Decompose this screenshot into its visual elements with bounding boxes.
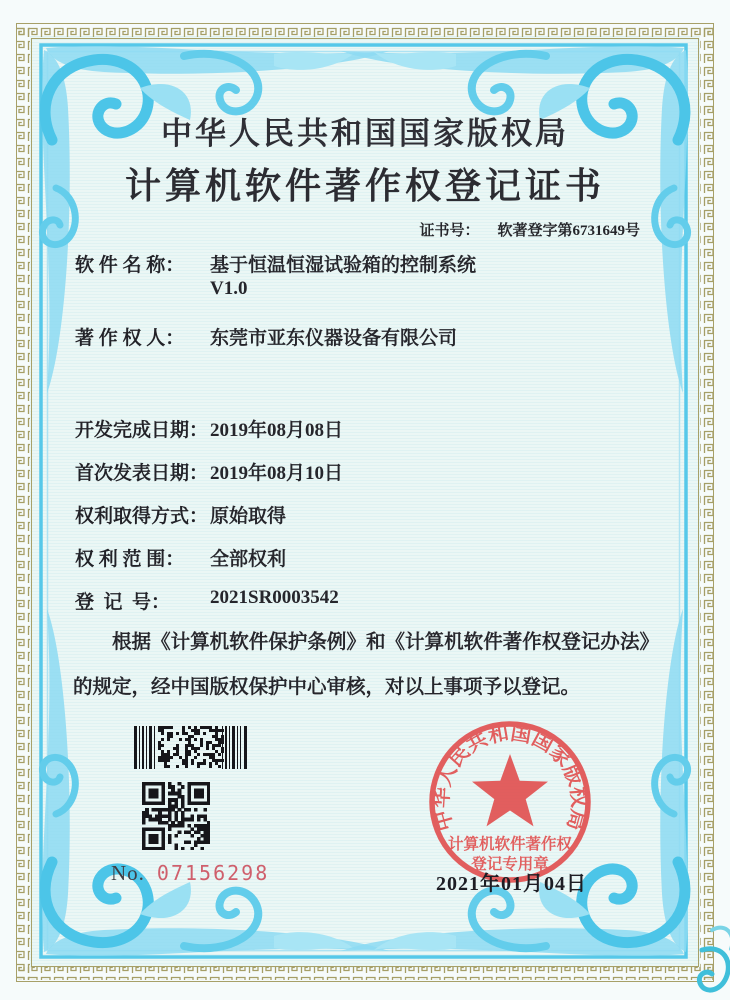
field-row-first-publish-date: [75, 458, 343, 485]
serial-number: 07156298: [156, 861, 270, 885]
field-value: 2019年08月10日: [210, 463, 344, 484]
software-version: V1.0: [210, 278, 248, 299]
field-label: 权利取得方式：: [75, 506, 209, 527]
issue-date: 2021年01月04日: [436, 873, 587, 895]
certificate-title: 计算机软件著作权登记证书: [124, 166, 605, 206]
field-row-acquisition-method: [75, 501, 286, 528]
seal-star-icon: [472, 754, 548, 826]
field-value: 2019年08月08日: [210, 420, 344, 441]
field-label: 开发完成日期：: [75, 420, 209, 441]
certificate-number-value: 软著登字第6731649号: [497, 223, 640, 239]
field-label: 首次发表日期：: [75, 463, 209, 484]
serial-number-line: [111, 861, 269, 886]
authority-title: 中华人民共和国国家版权局: [161, 116, 569, 151]
field-row-registration-number: [75, 587, 339, 614]
field-label: 著 作 权 人：: [75, 328, 185, 349]
seal-ring-text: 中华人民共和国国家版权局: [430, 722, 590, 834]
certificate-number-line: [419, 219, 640, 240]
field-value: 基于恒温恒湿试验箱的控制系统: [210, 255, 477, 276]
field-value: 2021SR0003542: [210, 587, 339, 608]
field-value: 全部权利: [210, 549, 287, 570]
field-row-rights-scope: [75, 544, 286, 571]
field-label: 软 件 名 称：: [75, 255, 185, 276]
field-row-copyright-owner: [75, 323, 457, 350]
field-row-software-name: [75, 250, 476, 277]
seal-caption-line1: 计算机软件著作权: [447, 836, 573, 853]
field-row-dev-complete-date: [75, 415, 343, 442]
seal-caption-line2: 登记专用章: [471, 856, 549, 873]
field-label: 登 记 号：: [75, 592, 171, 613]
field-label: 权 利 范 围：: [75, 549, 185, 570]
barcode: [134, 726, 248, 769]
certificate-number-label: 证书号：: [419, 223, 480, 239]
registration-statement: 根据《计算机软件保护条例》和《计算机软件著作权登记办法》的规定，经中国版权保护中心审核，对以上事项予以登记。: [73, 632, 659, 698]
field-value: 原始取得: [210, 506, 287, 527]
field-value: 东莞市亚东仪器设备有限公司: [210, 328, 458, 349]
serial-prefix: No.: [111, 861, 145, 885]
qr-code: [142, 782, 210, 850]
